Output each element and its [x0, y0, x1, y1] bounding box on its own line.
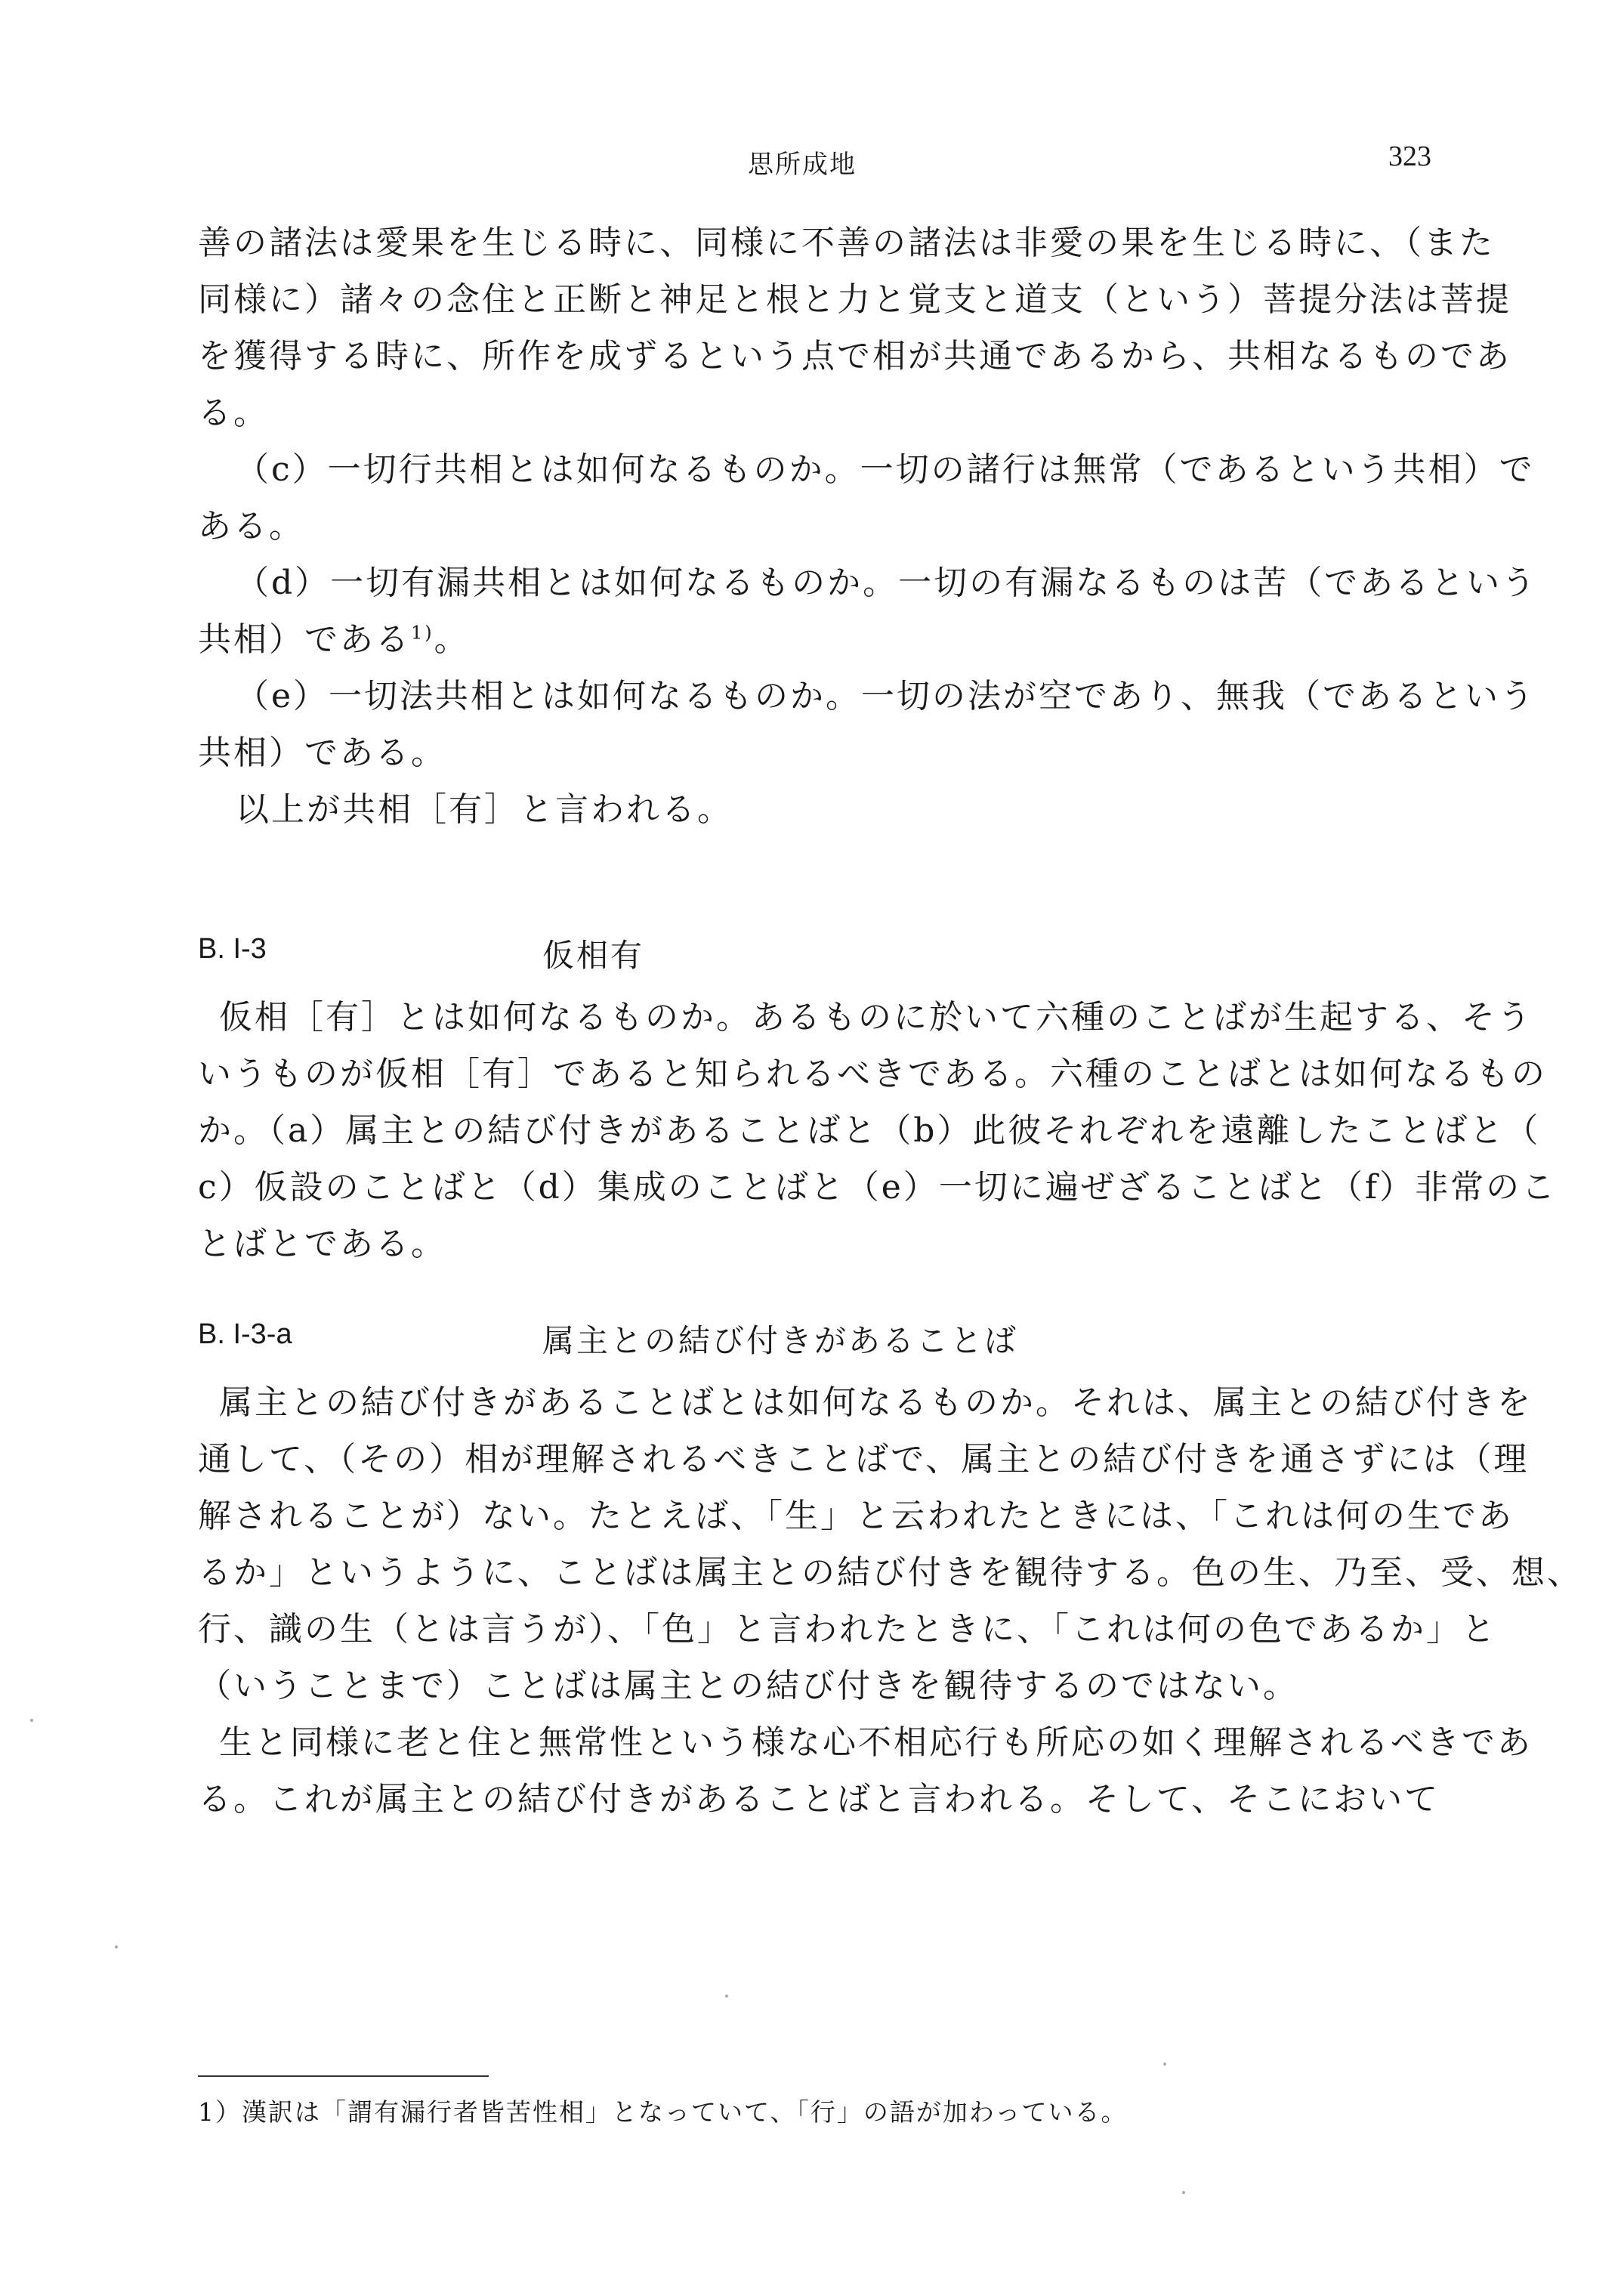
- text-line: 行、識の生（とは言うが）、「色」と言われたときに、「これは何の色であるか」と: [198, 1610, 1497, 1649]
- text-line: c）仮設のことばと（d）集成のことばと（e）一切に遍ぜざることばと（f）非常のこ: [198, 1168, 1558, 1207]
- text-line: 通して、（その）相が理解されるべきことばで、属主との結び付きを通さずには（理: [198, 1440, 1530, 1479]
- text-line: （d）一切有漏共相とは如何なるものか。一切の有漏なるものは苦（であるという: [236, 564, 1538, 602]
- text-line: とばとである。: [198, 1225, 446, 1263]
- section-code: B. I-3: [198, 933, 267, 965]
- footnote-ref: 1): [411, 622, 434, 644]
- text-line: 以上が共相［有］と言われる。: [236, 790, 733, 829]
- scan-speck: [725, 1995, 728, 1998]
- text-line: を獲得する時に、所作を成ずるという点で相が共通であるから、共相なるものであ: [198, 337, 1511, 375]
- text-line: 仮相［有］とは如何なるものか。あるものに於いて六種のことばが生起する、そう: [219, 998, 1533, 1037]
- text-line: いうものが仮相［有］であると知られるべきである。六種のことばとは如何なるもの: [198, 1055, 1547, 1093]
- text-line: [198, 612, 470, 660]
- text-line: 解されることが）ない。たとえば、「生」と云われたときには、「これは何の生であ: [198, 1497, 1514, 1535]
- text-line: 善の諸法は愛果を生じる時に、同様に不善の諸法は非愛の果を生じる時に、（また: [198, 224, 1495, 262]
- footnote: 1）漢訳は「謂有漏行者皆苦性相」となっていて、「行」の語が加わっている。: [198, 2097, 1128, 2127]
- text-span: 。: [434, 620, 470, 659]
- scan-speck: [1163, 2063, 1166, 2066]
- text-line: る。: [198, 394, 269, 432]
- text-line: 属主との結び付きがあることばとは如何なるものか。それは、属主との結び付きを: [219, 1383, 1533, 1422]
- text-span: 共相）である: [198, 620, 411, 659]
- scan-speck: [30, 1719, 33, 1722]
- section-code: B. I-3-a: [198, 1318, 292, 1350]
- text-line: 共相）である。: [198, 734, 446, 772]
- text-line: （e）一切法共相とは如何なるものか。一切の法が空であり、無我（であるという: [236, 677, 1536, 715]
- text-line: るか」というように、ことばは属主との結び付きを観待する。色の生、乃至、受、想、: [198, 1553, 1582, 1592]
- text-line: （いうことまで）ことばは属主との結び付きを観待するのではない。: [198, 1667, 1298, 1705]
- section-title: 属主との結び付きがあることば: [542, 1322, 1019, 1359]
- text-line: 同様に）諸々の念住と正断と神足と根と力と覚支と道支（という）菩提分法は菩提: [198, 280, 1511, 319]
- text-line: る。これが属主との結び付きがあることばと言われる。そして、そこにおいて: [198, 1780, 1440, 1819]
- text-line: か。（a）属主との結び付きがあることばと（b）此彼それぞれを遠離したことばと（: [198, 1111, 1541, 1150]
- scan-speck: [1182, 2191, 1185, 2194]
- text-line: （c）一切行共相とは如何なるものか。一切の諸行は無常（であるという共相）で: [236, 450, 1535, 489]
- footnote-rule: [198, 2075, 489, 2077]
- scan-speck: [115, 1945, 118, 1948]
- running-title: 思所成地: [748, 150, 857, 180]
- section-title: 仮相有: [542, 937, 645, 974]
- text-line: 生と同様に老と住と無常性という様な心不相応行も所応の如く理解されるべきであ: [219, 1723, 1533, 1762]
- page-number: 323: [1388, 141, 1431, 172]
- text-line: ある。: [198, 507, 304, 545]
